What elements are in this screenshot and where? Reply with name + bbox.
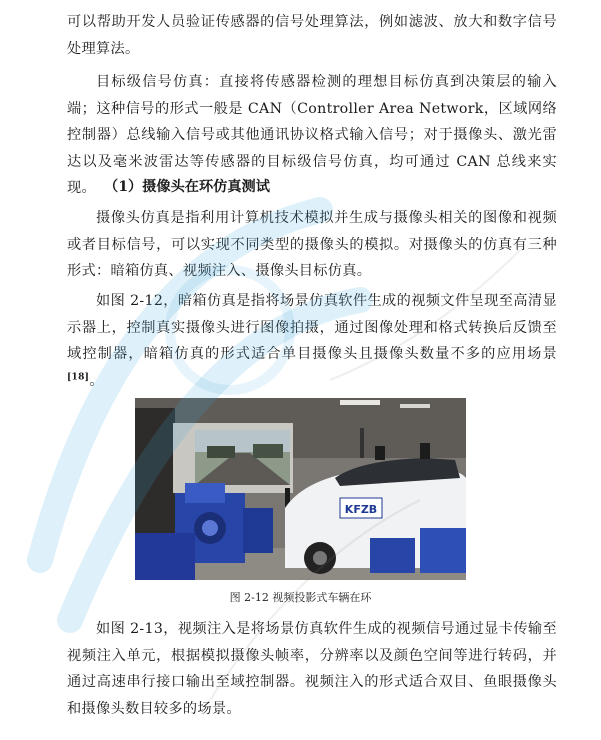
car-badge: KFZB — [344, 503, 378, 516]
paragraph-1: 可以帮助开发人员验证传感器的信号处理算法，例如滤波、放大和数字信号处理算法。 — [67, 14, 557, 57]
paragraph-4-end: 。 — [89, 372, 104, 389]
paragraph-5: 如图 2-13，视频注入是将场景仿真软件生成的视频信号通过显卡传输至视频注入单元，根据模拟摄像头帧率，分辨率以及颜色空间等进行转码，并通过高速串行接口输出至域控制器。视频注入的形式适合双目、鱼眼摄像头和摄像头数目较多的场景。 — [67, 621, 557, 717]
paragraph-2: 目标级信号仿真：直接将传感器检测的理想目标仿真到决策层的输入端；这种信号的形式一般是 CAN（Controller Area Network，区域网络控制器）总线输入信号或其他通讯协议格式输入信号；对于摄像头、激光雷达以及毫米波雷达等传感器的目标级信号仿真，均可通过 CAN 总线来实现。 — [67, 74, 557, 196]
section-heading: （1）摄像头在环仿真测试 — [104, 179, 270, 195]
lab-photo — [135, 398, 466, 580]
paragraph-4-text: 如图 2-12，暗箱仿真是指将场景仿真软件生成的视频文件呈现至高清显示器上，控制真实摄像头进行图像拍摄，通过图像处理和格式转换后反馈至域控制器，暗箱仿真的形式适合单目摄像头且摄像头数量不多的应用场景 — [67, 293, 557, 362]
figure-caption: 图 2-12 视频投影式车辆在环 — [229, 591, 372, 604]
figure-photo — [135, 398, 466, 580]
paragraph-4 — [67, 288, 557, 394]
citation: [18] — [67, 371, 90, 382]
paragraph-3: 摄像头仿真是指利用计算机技术模拟并生成与摄像头相关的图像和视频或者目标信号，可以实现不同类型的摄像头的模拟。对摄像头的仿真有三种形式：暗箱仿真、视频注入、摄像头目标仿真。 — [67, 210, 557, 279]
